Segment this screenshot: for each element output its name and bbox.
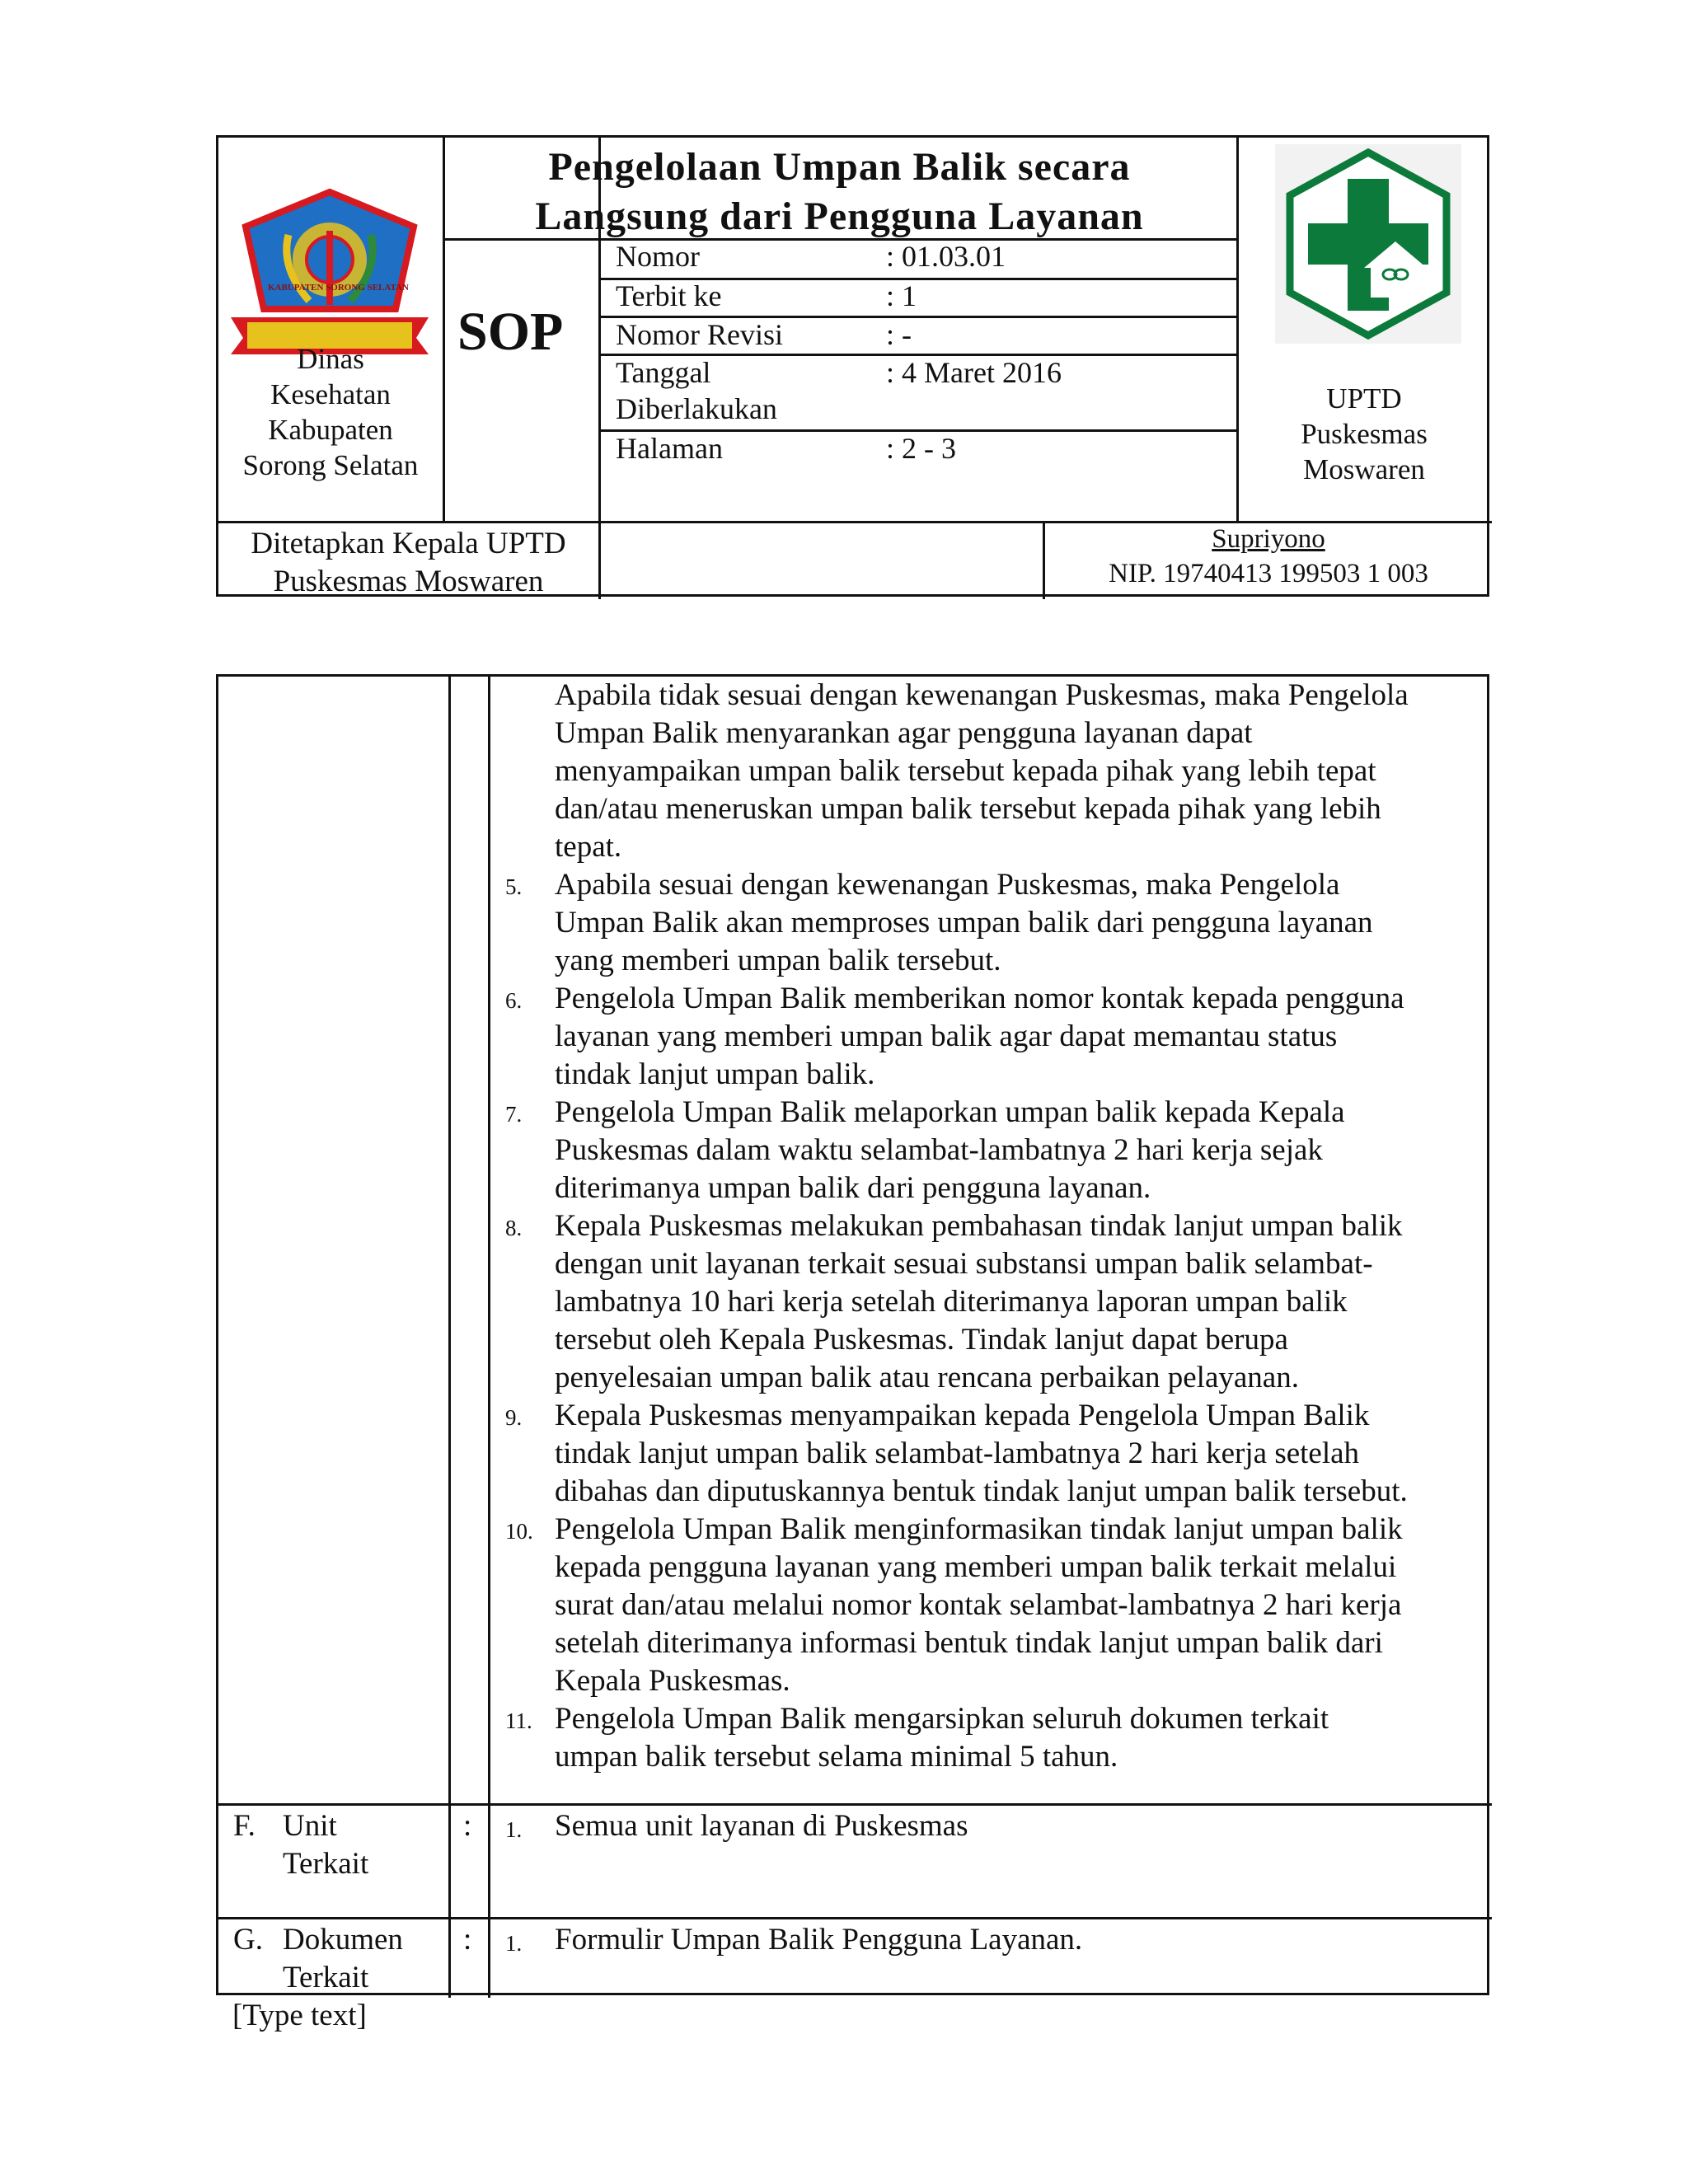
step-number: 8. [505, 1216, 523, 1240]
sop-header-table [216, 135, 1489, 597]
step-number: 10. [505, 1519, 533, 1544]
section-g-letter: G. [233, 1923, 263, 1957]
left-org-line: Kesehatan [270, 378, 391, 410]
right-org-line: UPTD [1326, 382, 1402, 415]
step-line: Pengelola Umpan Balik menginformasikan tindak lanjut umpan balik [555, 1512, 1403, 1546]
left-org-name [218, 341, 443, 483]
step-line: dibahas dan diputuskannya bentuk tindak lanjut umpan balik tersebut. [555, 1474, 1408, 1508]
left-org-line: Dinas [297, 343, 364, 375]
signer-name: Supriyono [1212, 524, 1325, 554]
ditetapkan-block [218, 525, 598, 601]
step-line: setelah diterimanya informasi bentuk tindak lanjut umpan balik dari [555, 1626, 1383, 1660]
step-line: menyampaikan umpan balik tersebut kepada pihak yang lebih tepat [555, 754, 1376, 788]
step-line: Apabila tidak sesuai dengan kewenangan Puskesmas, maka Pengelola [555, 678, 1409, 712]
step-number: 7. [505, 1102, 523, 1127]
right-org-name [1236, 381, 1492, 487]
table-divider [218, 1917, 1492, 1919]
step-text [555, 980, 1404, 1094]
right-org-line: Moswaren [1303, 453, 1425, 485]
meta-value: : 01.03.01 [886, 240, 1006, 273]
logo-banner-text: KABUPATEN SORONG SELATAN [268, 283, 409, 293]
left-org-line: Sorong Selatan [242, 449, 419, 481]
meta-label: Halaman [616, 432, 723, 465]
step-text [555, 677, 1409, 866]
step-text [555, 866, 1373, 980]
footer-placeholder: [Type text] [232, 1999, 367, 2032]
meta-label: Diberlakukan [616, 392, 777, 425]
ditetapkan-line: Puskesmas Moswaren [273, 565, 544, 598]
step-line: Umpan Balik akan memproses umpan balik dari pengguna layanan [555, 906, 1373, 940]
meta-value: : 2 - 3 [886, 432, 956, 465]
step-text [555, 1700, 1329, 1776]
meta-label: Tanggal [616, 356, 711, 389]
step-line: kepada pengguna layanan yang memberi umpan balik terkait melalui [555, 1550, 1397, 1584]
table-divider [488, 677, 490, 1998]
step-line: umpan balik tersebut selama minimal 5 tahun. [555, 1740, 1118, 1774]
step-text [555, 1511, 1403, 1700]
step-text [555, 1094, 1345, 1207]
step-number: 9. [505, 1405, 523, 1430]
step-line: dengan unit layanan terkait sesuai substansi umpan balik selambat- [555, 1247, 1373, 1281]
step-line: diterimanya umpan balik dari pengguna layanan. [555, 1171, 1151, 1205]
step-line: layanan yang memberi umpan balik agar dapat memantau status [555, 1019, 1338, 1053]
step-line: Pengelola Umpan Balik melaporkan umpan balik kepada Kepala [555, 1095, 1345, 1129]
kabupaten-logo [231, 185, 429, 359]
step-line: tindak lanjut umpan balik selambat-lambatnya 2 hari kerja setelah [555, 1436, 1360, 1470]
meta-value: : - [886, 318, 912, 351]
title-line: Langsung dari Pengguna Layanan [535, 194, 1144, 238]
step-line: Kepala Puskesmas melakukan pembahasan tindak lanjut umpan balik [555, 1209, 1403, 1243]
step-line: Pengelola Umpan Balik mengarsipkan seluruh dokumen terkait [555, 1702, 1329, 1736]
meta-label: Terbit ke [616, 279, 722, 312]
left-org-line: Kabupaten [268, 414, 393, 446]
signer-nip: NIP. 19740413 199503 1 003 [1109, 559, 1428, 588]
section-g-item-number: 1. [505, 1931, 523, 1956]
step-line: tindak lanjut umpan balik. [555, 1057, 875, 1091]
sop-label: SOP [457, 302, 564, 362]
right-org-line: Puskesmas [1301, 418, 1428, 450]
step-line: tepat. [555, 830, 622, 864]
table-divider [218, 1803, 1492, 1806]
meta-label: Nomor [616, 240, 700, 273]
procedure-steps [505, 677, 1486, 1797]
section-f-item: Semua unit layanan di Puskesmas [555, 1809, 968, 1843]
document-title [443, 138, 1236, 238]
section-f-title: Unit [283, 1809, 337, 1843]
procedure-table [216, 674, 1489, 1995]
step-line: Kepala Puskesmas. [555, 1664, 790, 1698]
step-line: penyelesaian umpan balik atau rencana perbaikan pelayanan. [555, 1361, 1299, 1394]
signer-block [1045, 522, 1492, 591]
step-line: dan/atau meneruskan umpan balik tersebut kepada pihak yang lebih [555, 792, 1381, 826]
table-divider [448, 677, 451, 1998]
step-number: 11. [505, 1708, 532, 1733]
step-line: lambatnya 10 hari kerja setelah diterimanya laporan umpan balik [555, 1285, 1348, 1319]
step-number: 6. [505, 988, 523, 1013]
step-line: Apabila sesuai dengan kewenangan Puskesmas, maka Pengelola [555, 868, 1340, 902]
title-line: Pengelolaan Umpan Balik secara [548, 145, 1131, 189]
step-line: yang memberi umpan balik tersebut. [555, 944, 1001, 977]
section-f-letter: F. [233, 1809, 256, 1843]
step-text [555, 1207, 1403, 1397]
step-number: 5. [505, 874, 523, 899]
meta-value: : 4 Maret 2016 [886, 356, 1062, 389]
step-line: Umpan Balik menyarankan agar pengguna layanan dapat [555, 716, 1253, 750]
step-line: tersebut oleh Kepala Puskesmas. Tindak lanjut dapat berupa [555, 1323, 1288, 1357]
section-g-item: Formulir Umpan Balik Pengguna Layanan. [555, 1923, 1083, 1957]
section-f-item-number: 1. [505, 1817, 523, 1842]
section-g-title: Dokumen [283, 1923, 403, 1957]
section-g-title: Terkait [283, 1961, 369, 1994]
ditetapkan-line: Ditetapkan Kepala UPTD [251, 527, 566, 560]
meta-value: : 1 [886, 279, 917, 312]
puskesmas-logo [1275, 144, 1461, 344]
step-line: surat dan/atau melalui nomor kontak selambat-lambatnya 2 hari kerja [555, 1588, 1402, 1622]
section-f-title: Terkait [283, 1847, 369, 1881]
step-line: Kepala Puskesmas menyampaikan kepada Pengelola Umpan Balik [555, 1399, 1370, 1432]
meta-label: Nomor Revisi [616, 318, 783, 351]
step-line: Pengelola Umpan Balik memberikan nomor kontak kepada pengguna [555, 982, 1404, 1015]
section-g-colon: : [463, 1923, 472, 1957]
step-text [555, 1397, 1408, 1511]
step-line: Puskesmas dalam waktu selambat-lambatnya 2 hari kerja sejak [555, 1133, 1323, 1167]
section-f-colon: : [463, 1809, 472, 1843]
